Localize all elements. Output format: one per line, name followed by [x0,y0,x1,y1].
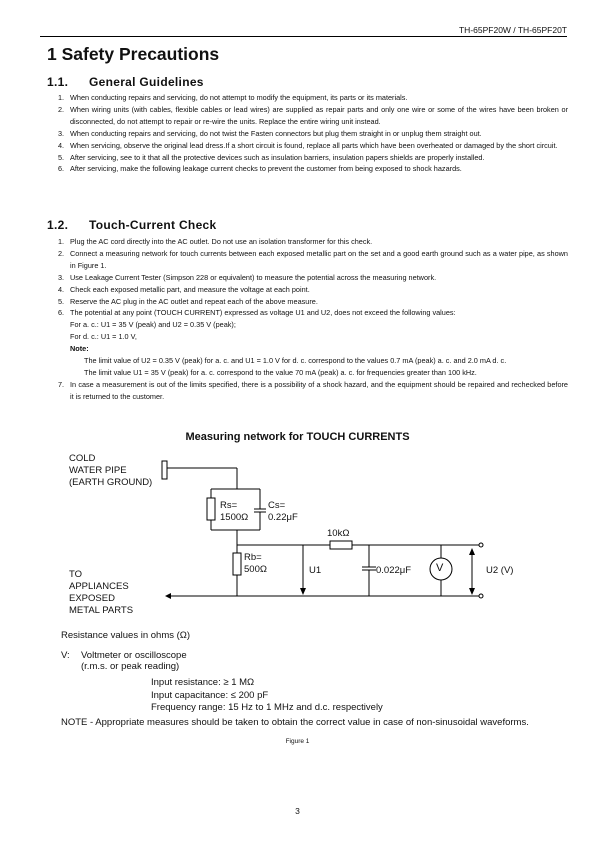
list-item: 2. When wiring units (with cables, flexible cables or lead wires) are supplied as repair parts and only one wire or some of the wires have been broken or disconnected, do not attempt to repair or re-wire the units. Replace the entire wiring unit instead. [58,104,568,126]
section-title: General Guidelines [89,75,204,89]
document-header: TH-65PF20W / TH-65PF20T [458,25,567,35]
section-number: 1.1. [47,75,69,89]
waveform-note: NOTE - Appropriate measures should be taken to obtain the correct value in case of non-sinusoidal waveforms. [61,717,529,728]
rs-resistor [207,498,215,520]
list-item: 4. Check each exposed metallic part, and measure the voltage at each point. [58,284,310,294]
c2-label: 0.022μF [376,565,412,576]
section-title: Touch-Current Check [89,218,217,232]
v-label: V: [61,650,70,661]
page-title: 1 Safety Precautions [47,44,220,64]
list-item: 2. Connect a measuring network for touch currents between each exposed metallic part on the set and a good earth ground such as a water pipe, as shown in Figure 1. [58,248,568,270]
figure-caption: Figure 1 [285,738,310,745]
u1-label: U1 [309,565,322,576]
page-number: 3 [295,806,300,816]
list-item: 5. Reserve the AC plug in the AC outlet and repeat each of the above measure. [58,296,318,306]
10k-label: 10kΩ [327,528,350,539]
cs-label: Cs= 0.22μF [268,500,298,523]
u2-label: U2 (V) [486,565,514,576]
section-number: 1.2. [47,218,69,232]
water-pipe-symbol [162,461,167,479]
note-text-1: The limit value of U2 = 0.35 V (peak) for a. c. and U1 = 1.0 V for d. c. correspond to the values 0.7 mA (peak) a. c. and 2.0 mA d. c. [84,356,507,366]
terminal-bottom-icon [479,594,483,598]
rb-label: Rb= 500Ω [244,552,267,575]
list-item: 6. After servicing, make the following leakage current checks to prevent the customer from being exposed to shock hazards. [58,164,462,174]
list-item: 3. When conducting repairs and servicing, do not twist the Fasten connectors but plug them straight in or unplug them straight out. [58,128,482,138]
list-item: 4. When servicing, observe the original lead dress.If a short circuit is found, replace all parts which have been overheated or damaged by the short circuit. [58,140,558,150]
appliance-label: TO APPLIANCES EXPOSED METAL PARTS [69,569,134,616]
list-item: 7. In case a measurement is out of the limits specified, there is a possibility of a shock hazard, and the equipment should be repaired and rechecked before it is returned to the customer. [58,379,568,401]
resistance-note: Resistance values in ohms (Ω) [61,630,191,641]
cold-water-pipe-label: COLD WATER PIPE (EARTH GROUND) [69,453,153,488]
dc-limit-line: For d. c.: U1 = 1.0 V, [70,332,137,342]
note-text-2: The limit value U1 = 35 V (peak) for a. c. correspond to the value 70 mA (peak) a. c. for frequencies greater than 100 kHz. [84,367,477,377]
list-item: 6. The potential at any point (TOUCH CURRENT) expressed as voltage U1 and U2, does not exceed the following values: For a. c.: U1 = 35 V (peak) and U2 = 0.35 V (peak); For d. c.: U1 = 1.0 V, Note: The limit value of U2 = 0.35 V (peak) for a. c. and U1 = 1.0 V for d. c. correspond to the values 0.7 mA (peak) a. c. and 2.0 mA d. c. The limit value U1 = 35 V (peak) for a. c. correspond to the value 70 mA (peak) a. c. for frequencies greater than 100 kHz. [58,307,568,378]
list-item: 1. Plug the AC cord directly into the AC outlet. Do not use an isolation transformer for this check. [58,237,373,246]
list-item: 1. When conducting repairs and servicing, do not attempt to modify the equipment, its parts or its materials. [58,93,408,102]
rs-label: Rs= 1500Ω [220,500,249,523]
list-item: 5. After servicing, see to it that all the protective devices such as insulation barriers, insulation papers shields are properly installed. [58,152,485,162]
voltmeter-description: Voltmeter or oscilloscope (r.m.s. or peak reading) [81,650,187,672]
note-label: Note: [70,344,89,354]
10k-resistor [330,541,352,549]
terminal-top-icon [479,543,483,547]
meter-specs: Input resistance: ≥ 1 MΩ Input capacitance: ≤ 200 pF Frequency range: 15 Hz to 1 MHz and d.c. respectively [151,677,383,713]
ac-limit-line: For a. c.: U1 = 35 V (peak) and U2 = 0.35 V (peak); [70,320,236,330]
rb-resistor [233,553,241,575]
voltmeter-label: V [436,562,444,574]
list-item: 3. Use Leakage Current Tester (Simpson 228 or equivalent) to measure the potential across the measuring network. [58,272,437,282]
figure-title: Measuring network for TOUCH CURRENTS [185,431,410,443]
